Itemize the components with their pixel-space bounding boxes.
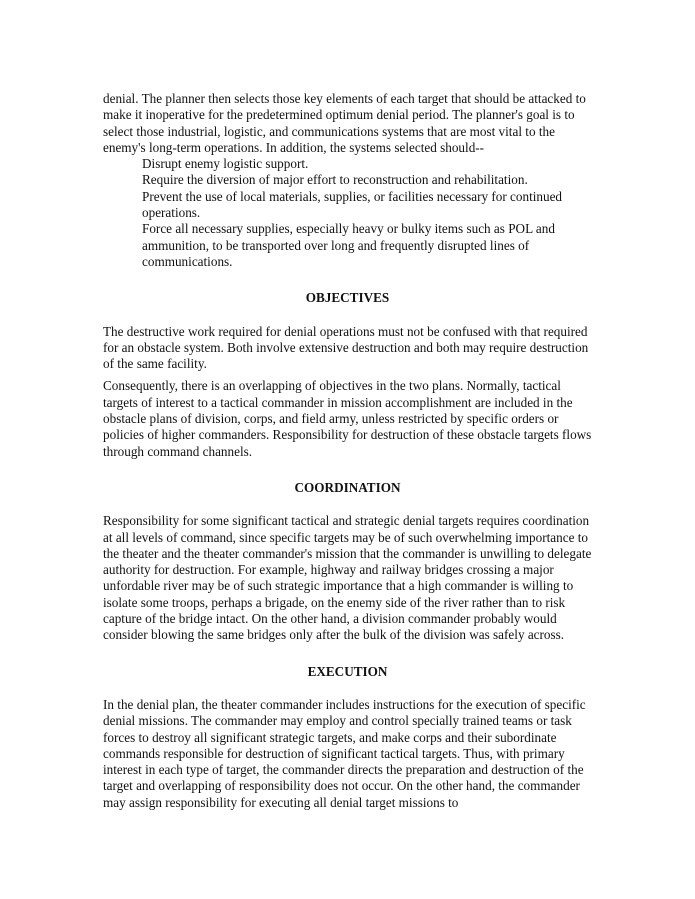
objectives-paragraph-1: The destructive work required for denial operations must not be confused with that required for an obstacle system. Both involve extensive destruction and both may require destruction of the same facility. — [103, 323, 589, 372]
intro-paragraph: denial. The planner then selects those key elements of each target that should be attacked to make it inoperative for the predetermined optimum denial period. The planner's goal is to select those industrial, logistic, and communications systems that are most vital to the enemy's long-term operations. In addition, the systems selected should-- — [103, 91, 586, 155]
execution-heading: EXECUTION — [307, 663, 388, 679]
denial-goals-list — [103, 156, 592, 270]
list-item: Prevent the use of local materials, supplies, or facilities necessary for continued operations. — [142, 188, 563, 221]
coordination-heading: COORDINATION — [294, 479, 401, 495]
list-item: Require the diversion of major effort to reconstruction and rehabilitation. — [142, 172, 528, 188]
document-page — [103, 91, 592, 811]
objectives-heading: OBJECTIVES — [305, 290, 390, 306]
list-item: Disrupt enemy logistic support. — [142, 156, 309, 172]
coordination-paragraph: Responsibility for some significant tactical and strategic denial targets requires coordination at all levels of command, since specific targets may be of such overwhelming importance to the theater and the theater commander's mission that the commander is unwilling to delegate authority for destruction. For example, highway and railway bridges crossing a major unfordable river may be of such strategic importance that a high commander is willing to isolate some troops, perhaps a brigade, on the enemy side of the river rather than to risk capture of the bridge intact. On the other hand, a division commander probably would consider blowing the same bridges only after the bulk of the division was safely across. — [103, 513, 592, 643]
list-item: Force all necessary supplies, especially heavy or bulky items such as POL and ammunition, to be transported over long and frequently disrupted lines of communications. — [142, 221, 555, 269]
objectives-paragraph-2: Consequently, there is an overlapping of objectives in the two plans. Normally, tactical targets of interest to a tactical commander in mission accomplishment are included in the obstacle plans of division, corps, and field army, unless restricted by specific orders or policies of higher commanders. Responsibility for destruction of these obstacle targets flows through command channels. — [103, 378, 592, 459]
execution-paragraph: In the denial plan, the theater commander includes instructions for the execution of specific denial missions. The commander may employ and control specially trained teams or task forces to destroy all significant strategic targets, and make corps and their subordinate commands responsible for destruction of significant tactical targets. Thus, with primary interest in each type of target, the commander directs the preparation and destruction of the target and overlapping of responsibility does not occur. On the other hand, the commander may assign responsibility for executing all denial target missions to — [103, 696, 586, 810]
